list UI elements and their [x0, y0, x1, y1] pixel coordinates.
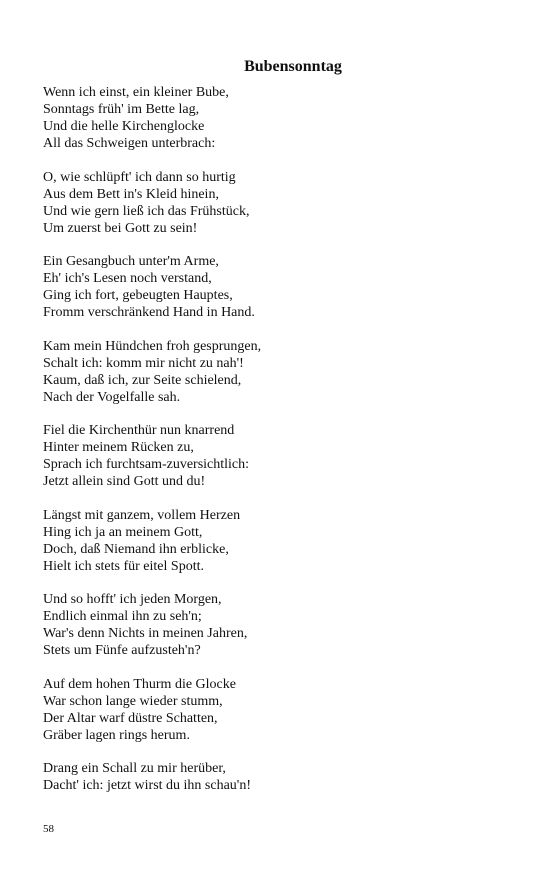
- poem-line: Kaum, daß ich, zur Seite schielend,: [43, 372, 242, 388]
- poem-line: Fiel die Kirchenthür nun knarrend: [43, 423, 235, 438]
- poem-line: Ging ich fort, gebeugten Hauptes,: [43, 288, 233, 303]
- poem-line: Nach der Vogelfalle sah.: [43, 389, 181, 405]
- poem-line: Drang ein Schall zu mir herüber,: [43, 761, 226, 776]
- poem-line: Eh' ich's Lesen noch verstand,: [43, 271, 212, 286]
- poem-line: Längst mit ganzem, vollem Herzen: [43, 507, 241, 523]
- stanza-1: [43, 84, 513, 152]
- poem-line: Und die helle Kirchenglocke: [43, 119, 205, 134]
- stanza-8: [43, 676, 513, 744]
- poem-line: Sonntags früh' im Bette lag,: [43, 102, 200, 117]
- poem-line: Kam mein Hündchen froh gesprungen,: [43, 338, 262, 354]
- poem-line: Auf dem hohen Thurm die Glocke: [43, 676, 236, 692]
- poem-line: Stets um Fünfe aufzusteh'n?: [43, 643, 201, 658]
- poem-line: Sprach ich furchtsam-zuversichtlich:: [43, 457, 250, 472]
- poem-line: Und wie gern ließ ich das Frühstück,: [43, 203, 250, 219]
- poem-line: Endlich einmal ihn zu seh'n;: [43, 609, 202, 624]
- poem-line: Fromm verschränkend Hand in Hand.: [43, 305, 255, 320]
- poem-title: Bubensonntag: [244, 58, 342, 75]
- poem-line: Hing ich ja an meinem Gott,: [43, 524, 203, 540]
- poem-line: Hielt ich stets für eitel Spott.: [43, 558, 204, 574]
- stanza-5: [43, 422, 513, 490]
- poem-line: War's denn Nichts in meinen Jahren,: [43, 626, 248, 641]
- poem-line: Gräber lagen rings herum.: [43, 727, 190, 743]
- poem-line: Ein Gesangbuch unter'm Arme,: [43, 254, 219, 269]
- poem-line: Schalt ich: komm mir nicht zu nah'!: [43, 355, 244, 371]
- poem-line: Doch, daß Niemand ihn erblicke,: [43, 541, 229, 557]
- poem-line: Der Altar warf düstre Schatten,: [43, 710, 218, 726]
- stanza-2: [43, 169, 513, 237]
- poem-line: Aus dem Bett in's Kleid hinein,: [43, 186, 219, 202]
- page-number: 58: [43, 823, 54, 835]
- poem-line: Um zuerst bei Gott zu sein!: [43, 220, 198, 236]
- stanza-7: [43, 591, 513, 659]
- stanza-4: [43, 338, 513, 406]
- poem-line: Dacht' ich: jetzt wirst du ihn schau'n!: [43, 778, 251, 793]
- stanza-3: [43, 253, 513, 321]
- poem-line: Jetzt allein sind Gott und du!: [43, 474, 206, 489]
- poem-body: [43, 84, 513, 811]
- poem-line: Wenn ich einst, ein kleiner Bube,: [43, 85, 229, 100]
- stanza-6: [43, 507, 513, 575]
- poem-line: O, wie schlüpft' ich dann so hurtig: [43, 169, 236, 185]
- poem-line: All das Schweigen unterbrach:: [43, 136, 216, 151]
- stanza-9: [43, 760, 513, 794]
- poem-line: Und so hofft' ich jeden Morgen,: [43, 592, 222, 607]
- poem-line: Hinter meinem Rücken zu,: [43, 440, 194, 455]
- poem-line: War schon lange wieder stumm,: [43, 693, 223, 709]
